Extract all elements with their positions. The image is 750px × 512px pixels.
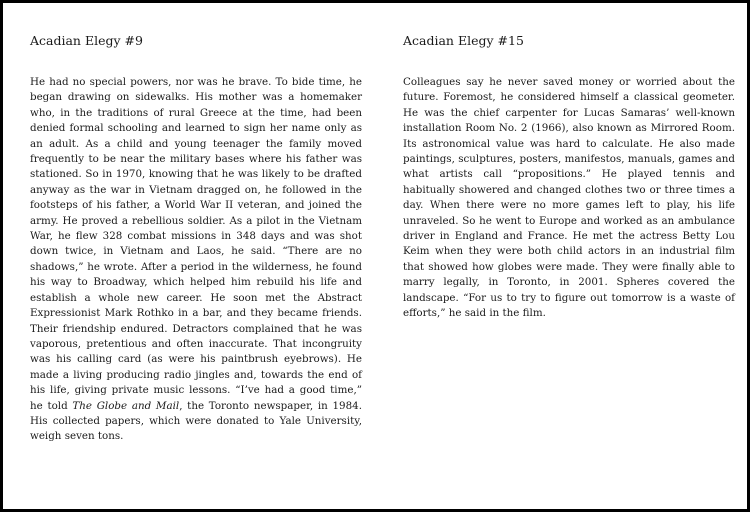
- left-body-text-2: , the Toronto newspaper, in 1984. His collected papers, which were donated to Yale University, weigh seven tons.: [30, 399, 362, 443]
- left-body-text-1: He had no special powers, nor was he brave. To bide time, he began drawing on sidewalks. His mother was a homemaker who, in the traditions of rural Greece at the time, had been denied formal schooling and learned to sign her name only as an adult. As a child and young teenager the family moved frequently to be near the military bases where his father was stationed. So in 1970, knowing that he was likely to be drafted anyway as the war in Vietnam dragged on, he followed in the footsteps of his father, a World War II veteran, and joined the army. He proved a rebellious soldier. As a pilot in the Vietnam War, he flew 328 combat missions in 348 days and was shot down twice, in Vietnam and Laos, he said. “There are no shadows,” he wrote. After a period in the wilderness, he found his way to Broadway, which helped him rebuild his life and establish a whole new career. He soon met the Abstract Expressionist Mark Rothko in a bar, and they became friends. Their friendship endured. Detractors complained that he was vaporous, pretentious and often inaccurate. That incongruity was his calling card (as were his paintbrush eyebrows). He made a living producing radio jingles and, towards the end of his life, giving private music lessons. “I’ve had a good time,” he told: [30, 76, 362, 412]
- left-page-title: Acadian Elegy #9: [30, 33, 143, 48]
- right-page: [403, 33, 735, 322]
- right-page-title: Acadian Elegy #15: [403, 33, 524, 48]
- left-page: [30, 33, 362, 445]
- left-body-italic-title: The Globe and Mail: [72, 399, 180, 412]
- left-page-body: [30, 75, 362, 445]
- right-page-body: Colleagues say he never saved money or worried about the future. Foremost, he considered himself a classical geometer. He was the chief carpenter for Lucas Samaras’ well-known installation Room No. 2 (1966), also known as Mirrored Room. Its astronomical value was hard to calculate. He also made paintings, sculptures, posters, manifestos, manuals, games and what artists call “propositions.” He played tennis and habitually showered and changed clothes two or three times a day. When there were no more games left to play, his life unraveled. So he went to Europe and worked as an ambulance driver in England and France. He met the actress Betty Lou Keim when they were both child actors in an industrial film that showed how globes were made. They were finally able to marry legally, in Toronto, in 2001. Spheres covered the landscape. “For us to try to figure out tomorrow is a waste of efforts,” he said in the film.: [403, 76, 735, 320]
